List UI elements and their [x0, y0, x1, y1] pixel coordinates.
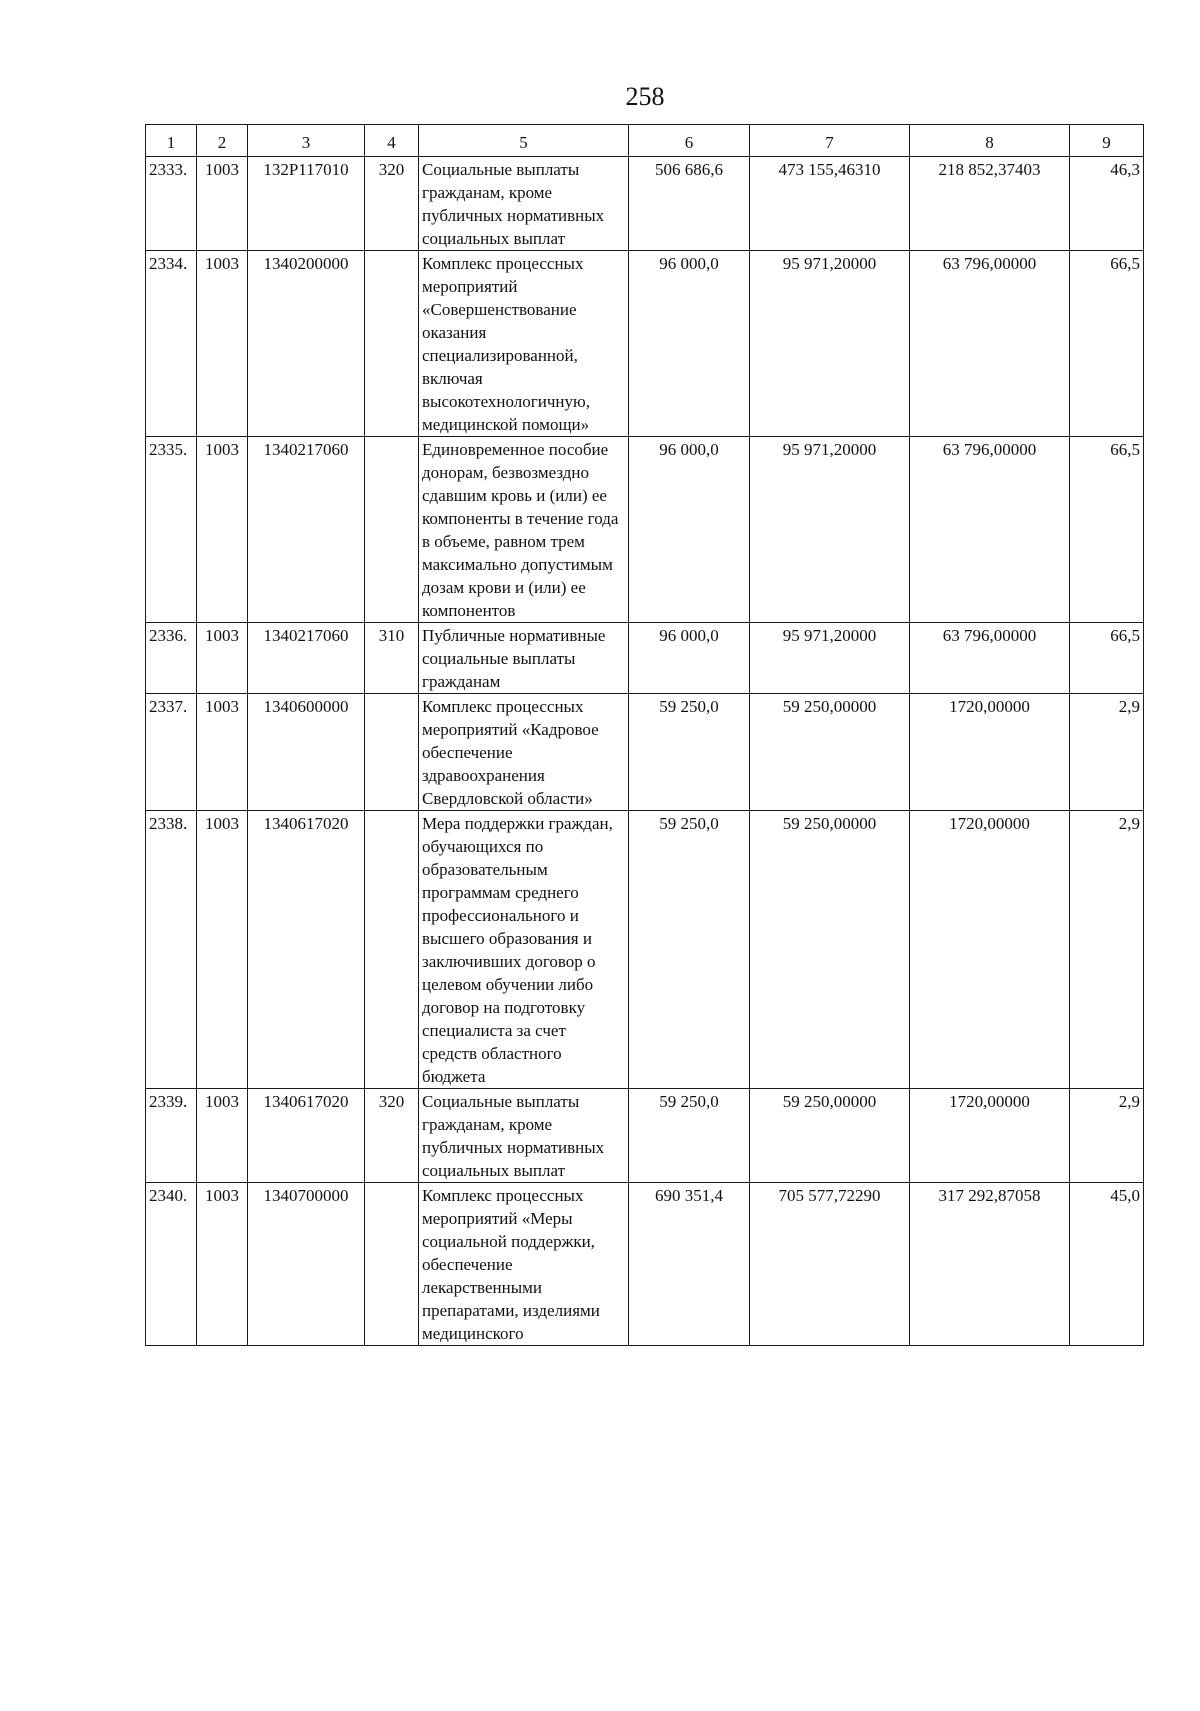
- column-header-8: 8: [910, 125, 1070, 157]
- percent-cell: 66,5: [1070, 251, 1144, 437]
- expense-kind-cell: [365, 1183, 419, 1346]
- executed-amount-cell: 63 796,00000: [910, 623, 1070, 694]
- column-header-2: 2: [197, 125, 248, 157]
- item-name-cell: Социальные выплаты гражданам, кроме публичных нормативных социальных выплат: [419, 157, 629, 251]
- table-row: [146, 1183, 1144, 1346]
- item-name-cell: Социальные выплаты гражданам, кроме публичных нормативных социальных выплат: [419, 1089, 629, 1183]
- target-code-cell: 1340217060: [248, 437, 365, 623]
- executed-amount-cell: 218 852,37403: [910, 157, 1070, 251]
- item-name-cell: Единовременное пособие донорам, безвозмездно сдавшим кровь и (или) ее компоненты в течение года в объеме, равном трем максимально допустимым дозам крови и (или) ее компонентов: [419, 437, 629, 623]
- updated-amount-cell: 705 577,72290: [750, 1183, 910, 1346]
- percent-cell: 66,5: [1070, 623, 1144, 694]
- expense-kind-cell: [365, 811, 419, 1089]
- updated-amount-cell: 59 250,00000: [750, 811, 910, 1089]
- table-row: [146, 437, 1144, 623]
- row-number-cell: 2333.: [146, 157, 197, 251]
- table-row: [146, 1089, 1144, 1183]
- expense-kind-cell: 320: [365, 157, 419, 251]
- row-number-cell: 2334.: [146, 251, 197, 437]
- target-code-cell: 1340617020: [248, 1089, 365, 1183]
- column-header-9: 9: [1070, 125, 1144, 157]
- item-name-cell: Комплекс процессных мероприятий «Кадровое обеспечение здравоохранения Свердловской области»: [419, 694, 629, 811]
- percent-cell: 45,0: [1070, 1183, 1144, 1346]
- percent-cell: 2,9: [1070, 1089, 1144, 1183]
- percent-cell: 2,9: [1070, 694, 1144, 811]
- executed-amount-cell: 1720,00000: [910, 694, 1070, 811]
- executed-amount-cell: 1720,00000: [910, 1089, 1070, 1183]
- updated-amount-cell: 59 250,00000: [750, 1089, 910, 1183]
- section-code-cell: 1003: [197, 694, 248, 811]
- updated-amount-cell: 95 971,20000: [750, 251, 910, 437]
- row-number-cell: 2335.: [146, 437, 197, 623]
- column-header-5: 5: [419, 125, 629, 157]
- table-row: [146, 251, 1144, 437]
- budget-table: [145, 124, 1144, 1346]
- row-number-cell: 2337.: [146, 694, 197, 811]
- table-row: [146, 623, 1144, 694]
- column-header-3: 3: [248, 125, 365, 157]
- target-code-cell: 1340617020: [248, 811, 365, 1089]
- executed-amount-cell: 63 796,00000: [910, 437, 1070, 623]
- target-code-cell: 132P117010: [248, 157, 365, 251]
- table-body: [146, 157, 1144, 1346]
- planned-amount-cell: 690 351,4: [629, 1183, 750, 1346]
- section-code-cell: 1003: [197, 1183, 248, 1346]
- planned-amount-cell: 506 686,6: [629, 157, 750, 251]
- executed-amount-cell: 1720,00000: [910, 811, 1070, 1089]
- table-row: [146, 694, 1144, 811]
- target-code-cell: 1340600000: [248, 694, 365, 811]
- page-number: 258: [625, 82, 665, 111]
- expense-kind-cell: 320: [365, 1089, 419, 1183]
- item-name-cell: Комплекс процессных мероприятий «Совершенствование оказания специализированной, включая высокотехнологичную, медицинской помощи»: [419, 251, 629, 437]
- updated-amount-cell: 59 250,00000: [750, 694, 910, 811]
- target-code-cell: 1340217060: [248, 623, 365, 694]
- row-number-cell: 2340.: [146, 1183, 197, 1346]
- column-header-1: 1: [146, 125, 197, 157]
- column-header-4: 4: [365, 125, 419, 157]
- planned-amount-cell: 59 250,0: [629, 811, 750, 1089]
- item-name-cell: Комплекс процессных мероприятий «Меры социальной поддержки, обеспечение лекарственными препаратами, изделиями медицинского: [419, 1183, 629, 1346]
- percent-cell: 46,3: [1070, 157, 1144, 251]
- row-number-cell: 2336.: [146, 623, 197, 694]
- item-name-cell: Мера поддержки граждан, обучающихся по образовательным программам среднего профессионального и высшего образования и заключивших договор о целевом обучении либо договор на подготовку специалиста за счет средств областного бюджета: [419, 811, 629, 1089]
- expense-kind-cell: [365, 694, 419, 811]
- section-code-cell: 1003: [197, 437, 248, 623]
- percent-cell: 66,5: [1070, 437, 1144, 623]
- planned-amount-cell: 96 000,0: [629, 251, 750, 437]
- expense-kind-cell: [365, 437, 419, 623]
- column-header-7: 7: [750, 125, 910, 157]
- executed-amount-cell: 63 796,00000: [910, 251, 1070, 437]
- target-code-cell: 1340700000: [248, 1183, 365, 1346]
- section-code-cell: 1003: [197, 811, 248, 1089]
- updated-amount-cell: 473 155,46310: [750, 157, 910, 251]
- header-row: [146, 125, 1144, 157]
- row-number-cell: 2339.: [146, 1089, 197, 1183]
- planned-amount-cell: 96 000,0: [629, 623, 750, 694]
- table-row: [146, 157, 1144, 251]
- updated-amount-cell: 95 971,20000: [750, 623, 910, 694]
- item-name-cell: Публичные нормативные социальные выплаты гражданам: [419, 623, 629, 694]
- table-row: [146, 811, 1144, 1089]
- updated-amount-cell: 95 971,20000: [750, 437, 910, 623]
- target-code-cell: 1340200000: [248, 251, 365, 437]
- expense-kind-cell: 310: [365, 623, 419, 694]
- section-code-cell: 1003: [197, 623, 248, 694]
- planned-amount-cell: 59 250,0: [629, 1089, 750, 1183]
- executed-amount-cell: 317 292,87058: [910, 1183, 1070, 1346]
- column-header-6: 6: [629, 125, 750, 157]
- percent-cell: 2,9: [1070, 811, 1144, 1089]
- table-header: [146, 125, 1144, 157]
- expense-kind-cell: [365, 251, 419, 437]
- section-code-cell: 1003: [197, 251, 248, 437]
- section-code-cell: 1003: [197, 1089, 248, 1183]
- planned-amount-cell: 96 000,0: [629, 437, 750, 623]
- planned-amount-cell: 59 250,0: [629, 694, 750, 811]
- section-code-cell: 1003: [197, 157, 248, 251]
- row-number-cell: 2338.: [146, 811, 197, 1089]
